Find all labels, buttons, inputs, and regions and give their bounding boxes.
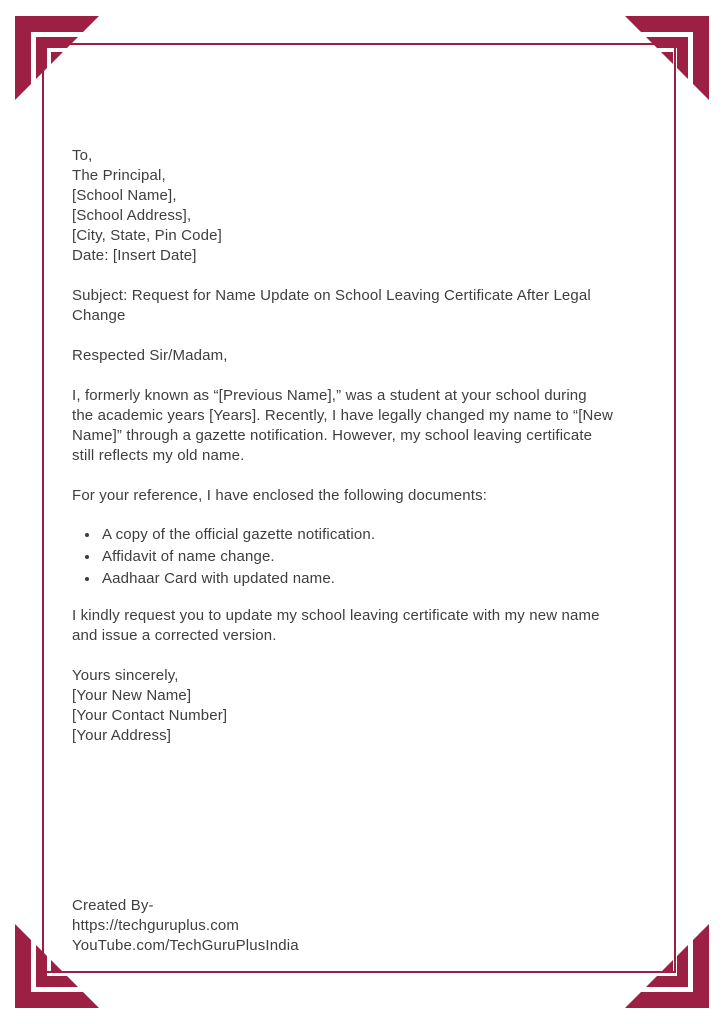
enclosure-item: • Affidavit of name change. <box>100 546 654 568</box>
salutation-line: Respected Sir/Madam, <box>72 347 228 364</box>
corner-ornament-top-left-icon <box>3 4 103 104</box>
salutation <box>72 346 654 366</box>
recipient-line: The Principal, <box>72 167 166 184</box>
enclosure-intro-line: For your reference, I have enclosed the following documents: <box>72 487 488 504</box>
body-paragraph-request <box>72 606 654 646</box>
closing-line: [Your New Name] <box>72 687 192 704</box>
recipient-line: [School Address], <box>72 207 192 224</box>
recipient-line: To, <box>72 147 93 164</box>
enclosure-item: • Aadhaar Card with updated name. <box>100 568 654 590</box>
enclosure-item: • A copy of the official gazette notification. <box>100 524 654 546</box>
corner-ornament-top-right-icon <box>621 4 721 104</box>
credit-label: Created By- <box>72 897 154 914</box>
letter-content <box>72 146 654 956</box>
enclosure-list <box>72 524 654 590</box>
paragraph-line: I kindly request you to update my school leaving certificate with my new name <box>72 607 600 624</box>
closing-line: Yours sincerely, <box>72 667 179 684</box>
paragraph-line: Name]” through a gazette notification. However, my school leaving certificate <box>72 427 593 444</box>
youtube-handle: YouTube.com/TechGuruPlusIndia <box>72 937 299 954</box>
body-paragraph-intro <box>72 386 654 466</box>
enclosure-intro <box>72 486 654 506</box>
website-url: https://techguruplus.com <box>72 917 240 934</box>
paragraph-line: and issue a corrected version. <box>72 627 277 644</box>
date-line: Date: [Insert Date] <box>72 247 197 264</box>
closing-block <box>72 666 654 746</box>
recipient-line: [City, State, Pin Code] <box>72 227 222 244</box>
footer-credit <box>72 896 654 956</box>
subject-line: Change <box>72 307 126 324</box>
recipient-block <box>72 146 654 266</box>
closing-line: [Your Contact Number] <box>72 707 228 724</box>
recipient-line: [School Name], <box>72 187 177 204</box>
subject-line: Subject: Request for Name Update on School Leaving Certificate After Legal <box>72 287 591 304</box>
paragraph-line: I, formerly known as “[Previous Name],” was a student at your school during <box>72 387 587 404</box>
subject-block <box>72 286 654 326</box>
paragraph-line: still reflects my old name. <box>72 447 245 464</box>
paragraph-line: the academic years [Years]. Recently, I have legally changed my name to “[New <box>72 407 613 424</box>
closing-line: [Your Address] <box>72 727 172 744</box>
